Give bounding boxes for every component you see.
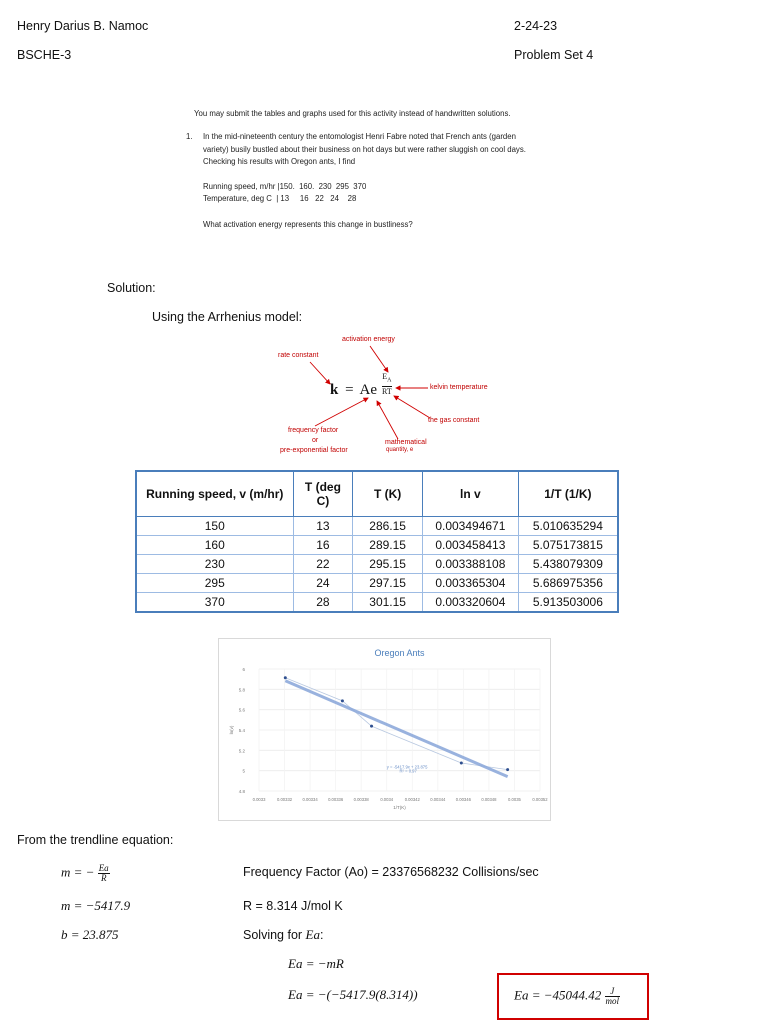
frequency-factor: Frequency Factor (Ao) = 23376568232 Collisions/sec [243, 865, 539, 879]
exp-numerator: E [382, 372, 388, 381]
ea-result-value: Ea = −45044.42 [514, 987, 602, 1003]
problem-data-speed: Running speed, m/hr |150. 160. 230 295 370 [203, 182, 367, 191]
m-definition [61, 864, 110, 883]
ea-equation-1: Ea = −mR [288, 956, 344, 971]
trendline-equation: y = -5417.9x + 23.875 [386, 764, 428, 770]
solving-for-ea [243, 927, 323, 943]
table-row [136, 555, 618, 574]
x-tick-label: 0.00344 [430, 797, 446, 802]
table-row [136, 574, 618, 593]
m-def-lhs: m = − [61, 864, 95, 880]
solving-text: Solving for [243, 928, 306, 942]
header-inverse-t: 1/T (1/K) [518, 471, 618, 517]
x-tick-label: 0.00342 [404, 797, 420, 802]
cell-temp-c: 28 [293, 593, 353, 613]
header-running-speed: Running speed, v (m/hr) [136, 471, 293, 517]
solution-label: Solution: [107, 281, 156, 295]
chart-title: Oregon Ants [374, 648, 425, 658]
header-temp-c: T (deg C) [293, 471, 353, 517]
label-gas-constant: the gas constant [428, 417, 480, 424]
label-or: or [312, 437, 319, 444]
label-mathematical: mathematical [385, 439, 427, 446]
cell-temp-c: 22 [293, 555, 353, 574]
cell-ln-v: 0.003320604 [422, 593, 518, 613]
table-row [136, 593, 618, 613]
arrhenius-equation [330, 382, 377, 399]
cell-ln-v: 0.003458413 [422, 536, 518, 555]
table-header-row [136, 471, 618, 517]
arrhenius-diagram [270, 332, 510, 460]
problem-intro: You may submit the tables and graphs used for this activity instead of handwritten solutions. [194, 109, 511, 118]
cell-inverse-t: 5.438079309 [518, 555, 618, 574]
x-tick-label: 0.00352 [532, 797, 548, 802]
cell-ln-v: 0.003388108 [422, 555, 518, 574]
table-row [136, 536, 618, 555]
trendline-r-squared: R² = 0.97 [399, 768, 417, 774]
cell-speed: 370 [136, 593, 293, 613]
m-def-denominator: R [100, 873, 107, 883]
data-point [370, 725, 373, 728]
y-tick-label: 5.2 [238, 748, 245, 754]
solution-model: Using the Arrhenius model: [152, 310, 303, 324]
cell-inverse-t: 5.010635294 [518, 517, 618, 536]
y-tick-label: 4.8 [238, 789, 245, 794]
series-line [285, 678, 507, 770]
cell-temp-c: 16 [293, 536, 353, 555]
cell-temp-c: 24 [293, 574, 353, 593]
eq-equals: = [345, 382, 354, 398]
y-axis-label: ln(v) [229, 725, 234, 735]
chart-svg [219, 639, 550, 820]
label-rate-constant: rate constant [278, 352, 319, 359]
eq-ae: Ae [359, 382, 377, 398]
table-row [136, 517, 618, 536]
y-tick-label: 5 [242, 768, 245, 774]
cell-temp-c: 13 [293, 517, 353, 536]
header-ln-v: ln v [422, 471, 518, 517]
x-tick-label: 0.00336 [328, 797, 344, 802]
oregon-ants-chart [218, 638, 551, 821]
x-tick-label: 0.00332 [276, 797, 293, 802]
m-value: m = −5417.9 [61, 898, 131, 913]
cell-speed: 295 [136, 574, 293, 593]
author-name: Henry Darius B. Namoc [17, 19, 149, 33]
x-tick-label: 0.0035 [508, 797, 521, 802]
label-kelvin-temperature: kelvin temperature [430, 384, 488, 391]
x-tick-label: 0.0034 [380, 797, 394, 802]
trendline [285, 681, 507, 777]
y-tick-label: 5.8 [238, 687, 245, 693]
label-frequency-factor: frequency factor [288, 427, 339, 434]
cell-speed: 150 [136, 517, 293, 536]
x-tick-label: 0.00338 [353, 797, 369, 802]
m-def-numerator: Ea [98, 863, 109, 873]
cell-temp-k: 289.15 [353, 536, 423, 555]
document-title: Problem Set 4 [514, 48, 594, 62]
cell-ln-v: 0.003494671 [422, 517, 518, 536]
data-point [341, 699, 344, 702]
label-quantity-e: quantity, e [386, 447, 414, 453]
gas-constant-value: R = 8.314 J/mol K [243, 899, 343, 913]
cell-temp-k: 301.15 [353, 593, 423, 613]
cell-temp-k: 295.15 [353, 555, 423, 574]
eq-exponent [382, 372, 392, 396]
data-table [135, 470, 619, 613]
x-tick-label: 0.00346 [455, 797, 471, 802]
ea-unit-fraction [605, 987, 621, 1006]
problem-data-temperature: Temperature, deg C | 13 16 22 24 28 [203, 194, 357, 203]
m-def-fraction [98, 864, 110, 883]
problem-question: What activation energy represents this change in bustliness? [203, 220, 413, 229]
section-label: BSCHE-3 [17, 48, 72, 62]
problem-text-line-1: In the mid-nineteenth century the entomologist Henri Fabre noted that French ants (garden [203, 132, 516, 141]
cell-temp-k: 297.15 [353, 574, 423, 593]
problem-text-line-2: variety) busily bustled about their business on hot days but were rather sluggish on cool days. [203, 145, 526, 154]
label-activation-energy: activation energy [342, 336, 395, 343]
data-point [460, 762, 463, 765]
x-tick-label: 0.0033 [252, 797, 266, 802]
exp-numerator-sub: A [387, 377, 392, 384]
cell-ln-v: 0.003365304 [422, 574, 518, 593]
cell-inverse-t: 5.686975356 [518, 574, 618, 593]
cell-inverse-t: 5.075173815 [518, 536, 618, 555]
trendline-intro: From the trendline equation: [17, 833, 174, 847]
cell-speed: 160 [136, 536, 293, 555]
x-tick-label: 0.00334 [302, 797, 318, 802]
solving-end: : [319, 928, 324, 942]
problem-number: 1. [186, 132, 193, 141]
x-tick-label: 0.00348 [481, 797, 497, 802]
header-temp-k: T (K) [353, 471, 423, 517]
data-point [284, 676, 287, 679]
y-tick-label: 5.4 [238, 728, 245, 733]
y-tick-label: 6 [242, 667, 245, 672]
problem-text-line-3: Checking his results with Oregon ants, I find [203, 157, 356, 166]
cell-inverse-t: 5.913503006 [518, 593, 618, 613]
cell-speed: 230 [136, 555, 293, 574]
unit-denominator: mol [605, 996, 619, 1006]
exp-denominator: RT [382, 386, 392, 396]
date-label: 2-24-23 [514, 19, 558, 33]
y-tick-label: 5.6 [238, 707, 245, 713]
cell-temp-k: 286.15 [353, 517, 423, 536]
ea-equation-2: Ea = −(−5417.9(8.314)) [288, 987, 418, 1002]
ea-result [514, 987, 620, 1006]
b-value: b = 23.875 [61, 927, 119, 942]
label-pre-exponential-factor: pre-exponential factor [280, 447, 348, 454]
x-axis-label: 1/T(K) [393, 805, 406, 810]
solving-var: Ea [305, 927, 320, 942]
data-point [506, 768, 509, 771]
unit-numerator: J [605, 987, 621, 997]
eq-k: k [330, 382, 339, 398]
